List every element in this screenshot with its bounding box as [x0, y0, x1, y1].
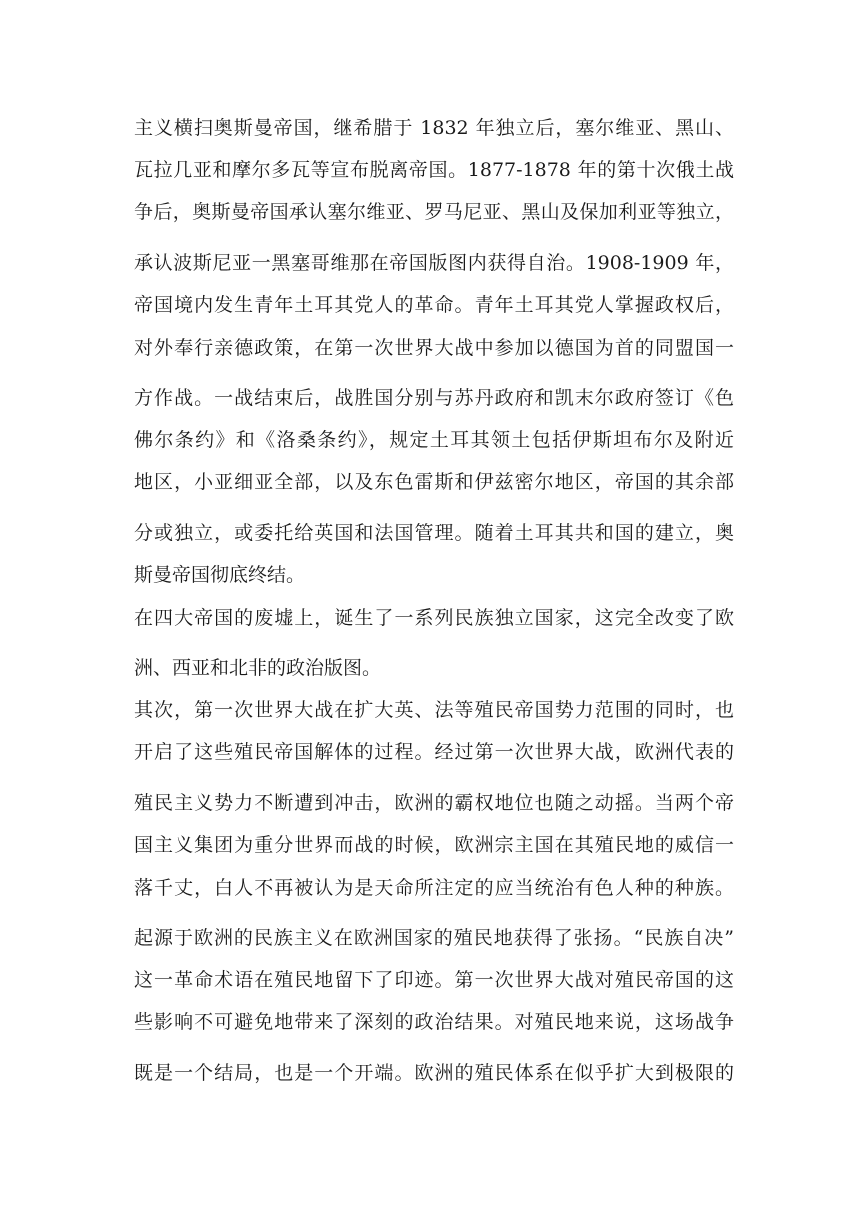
text-line: 主义横扫奥斯曼帝国，继希腊于 1832 年独立后，塞尔维亚、黑山、 — [134, 117, 734, 139]
text-line: 开启了这些殖民帝国解体的过程。经过第一次世界大战，欧洲代表的 — [134, 741, 734, 763]
text-line: 瓦拉几亚和摩尔多瓦等宣布脱离帝国。1877-1878 年的第十次俄土战 — [134, 159, 734, 181]
text-line: 在四大帝国的废墟上，诞生了一系列民族独立国家，这完全改变了欧 — [134, 607, 734, 629]
text-line: 地区，小亚细亚全部，以及东色雷斯和伊兹密尔地区，帝国的其余部 — [134, 471, 734, 493]
text-line: 起源于欧洲的民族主义在欧洲国家的殖民地获得了张扬。“民族自决” — [134, 927, 734, 949]
text-line: 争后，奥斯曼帝国承认塞尔维亚、罗马尼亚、黑山及保加利亚等独立， — [134, 201, 734, 223]
text-line: 承认波斯尼亚一黑塞哥维那在帝国版图内获得自治。1908-1909 年， — [134, 252, 734, 274]
text-line: 方作战。一战结束后，战胜国分别与苏丹政府和凯末尔政府签订《色 — [134, 387, 734, 409]
text-line: 洲、西亚和北非的政治版图。 — [134, 657, 382, 679]
text-line: 既是一个结局，也是一个开端。欧洲的殖民体系在似乎扩大到极限的 — [134, 1062, 734, 1084]
text-line: 国主义集团为重分世界而战的时候，欧洲宗主国在其殖民地的威信一 — [134, 834, 734, 856]
text-line: 佛尔条约》和《洛桑条约》，规定土耳其领土包括伊斯坦布尔及附近 — [134, 429, 734, 451]
text-line: 殖民主义势力不断遭到冲击，欧洲的霸权地位也随之动摇。当两个帝 — [134, 792, 734, 814]
text-line: 帝国境内发生青年土耳其党人的革命。青年土耳其党人掌握政权后， — [134, 294, 734, 316]
text-line: 其次，第一次世界大战在扩大英、法等殖民帝国势力范围的同时，也 — [134, 699, 734, 721]
text-line: 这一革命术语在殖民地留下了印迹。第一次世界大战对殖民帝国的这 — [134, 969, 734, 991]
text-line: 对外奉行亲德政策，在第一次世界大战中参加以德国为首的同盟国一 — [134, 337, 734, 359]
text-line: 落千丈，白人不再被认为是天命所注定的应当统治有色人种的种族。 — [134, 877, 734, 899]
text-line: 分或独立，或委托给英国和法国管理。随着土耳其共和国的建立，奥 — [134, 522, 734, 544]
text-line: 些影响不可避免地带来了深刻的政治结果。对殖民地来说，这场战争 — [134, 1011, 734, 1033]
text-line: 斯曼帝国彻底终结。 — [134, 564, 306, 586]
